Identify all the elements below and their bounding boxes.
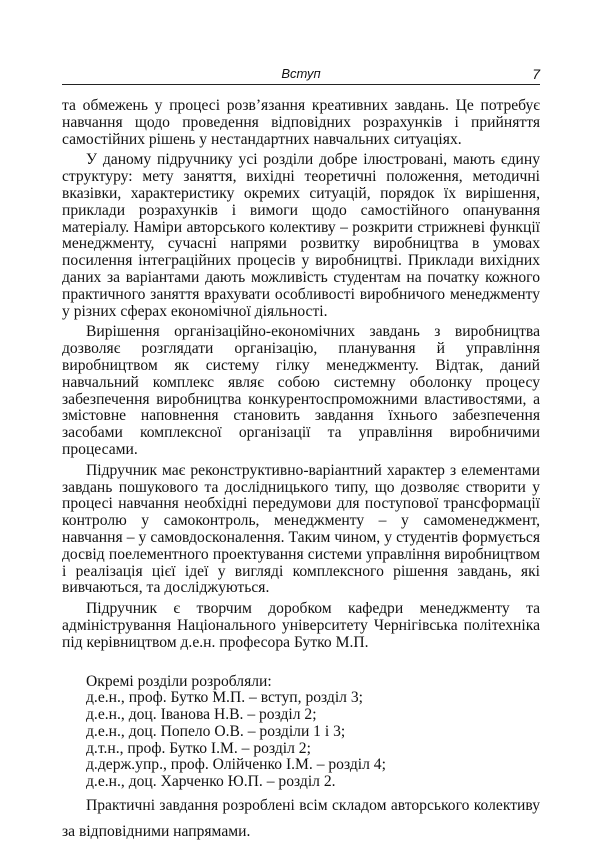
- page-body: [62, 98, 540, 845]
- author-item: д.е.н., доц. Іванова Н.В. – розділ 2;: [86, 706, 317, 724]
- paragraph-character: Підручник має реконструктивно-варіантний характер з елементами завдань пошукового та дослідницького типу, що дозволяє створити у процесі навчання необхідні передумови для поступової трансформації контролю у самоконтроль, менеджменту – у самоменеджмент, навчання – у самовдосконалення. Таким чином, у студентів формується досвід поелементного проектування системи управління виробництвом і реалізація цієї ідеї у вигляді комплексного рішення завдань, які вивчаються, та досліджуються.: [62, 461, 540, 597]
- author-item: д.т.н., проф. Бутко І.М. – розділ 2;: [86, 739, 311, 757]
- author-item: д.е.н., доц. Попело О.В. – розділи 1 і 3;: [86, 722, 346, 740]
- author-item: д.е.н., доц. Харченко Ю.П. – розділ 2.: [86, 773, 336, 791]
- header-rule: [62, 84, 540, 85]
- author-item: д.держ.упр., проф. Олійченко І.М. – розділ 4;: [86, 756, 386, 774]
- paragraph-continuation: та обмежень у процесі розв’язання креативних завдань. Це потребує навчання щодо проведення відповідних розрахунків і прийняття самостійних рішень у нестандартних навчальних ситуаціях.: [62, 97, 540, 148]
- running-header: [62, 66, 540, 84]
- author-item: д.е.н., проф. Бутко М.П. – вступ, розділ 3;: [86, 689, 363, 707]
- paragraph-department: Підручник є творчим доробком кафедри менеджменту та адміністрування Національного університету Чернігівська політехніка під керівництвом д.е.н. професора Бутко М.П.: [62, 600, 540, 651]
- paragraph-tasks: Вирішення організаційно-економічних завдань з виробництва дозволяє розглядати організацію, планування й управління виробництвом як систему гілку менеджменту. Відтак, даний навчальний комплекс являє собою системну оболонку процесу забезпечення виробництва конкурентоспроможними властивостями, а змістовне наповнення становить завдання їхнього забезпечення засобами комплексної організації та управління виробничими процесами.: [62, 323, 540, 458]
- chapter-title: Вступ: [281, 66, 321, 81]
- authors-intro: Окремі розділи розробляли:: [86, 672, 272, 690]
- authors-list: [62, 674, 540, 792]
- paragraph-structure: У даному підручнику усі розділи добре ілюстровані, мають єдину структуру: мету заняття, вихідні теоретичні положення, методичні вказівки, характеристику окремих ситуацій, порядок їх вирішення, приклади розрахунків і вимоги щодо самостійного опанування матеріалу. Наміри авторського колективу – розкрити стрижневі функції менеджменту, сучасні напрями розвитку виробництва в умовах посилення інтеграційних процесів у виробництві. Приклади вихідних даних за варіантами дають можливість студентам на початку кожного практичного заняття врахувати особливості виробничого менеджменту у різних сферах економічної діяльності.: [62, 151, 540, 320]
- page-number: 7: [532, 66, 540, 82]
- closing-note: Практичні завдання розроблені всім складом авторського колективу за відповідними напрямами.: [62, 797, 540, 841]
